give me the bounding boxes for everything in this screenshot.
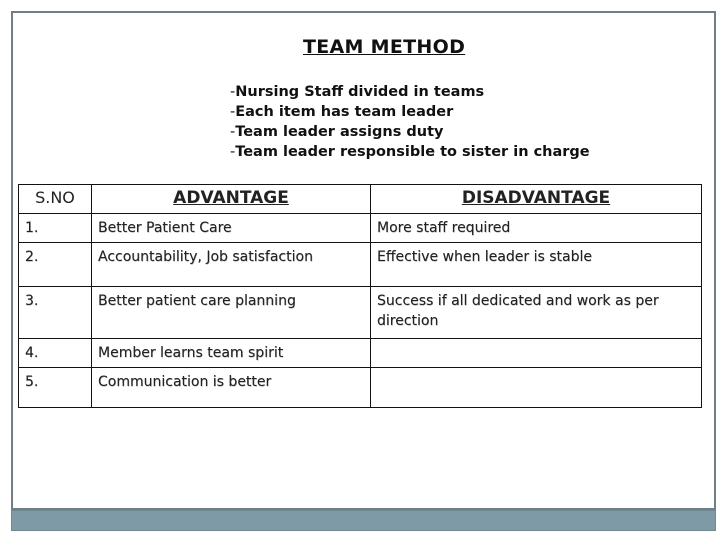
column-header-sno: S.NO	[19, 185, 92, 214]
table-row	[19, 243, 702, 287]
cell-advantage: Communication is better	[92, 368, 371, 408]
cell-sno: 3.	[19, 287, 92, 339]
cell-advantage: Member learns team spirit	[92, 339, 371, 368]
cell-sno: 2.	[19, 243, 92, 287]
bullet-dash: -	[230, 144, 236, 160]
table-header-row	[19, 185, 702, 214]
cell-disadvantage: Effective when leader is stable	[371, 243, 702, 287]
cell-sno: 1.	[19, 214, 92, 243]
bullet-item	[230, 82, 590, 102]
comparison-table	[18, 184, 702, 408]
bullet-item	[230, 142, 590, 162]
cell-advantage: Better patient care planning	[92, 287, 371, 339]
cell-disadvantage: Success if all dedicated and work as per direction	[371, 287, 702, 339]
cell-advantage: Accountability, Job satisfaction	[92, 243, 371, 287]
cell-disadvantage	[371, 368, 702, 408]
column-header-disadvantage: DISADVANTAGE	[371, 185, 702, 214]
cell-sno: 4.	[19, 339, 92, 368]
cell-disadvantage	[371, 339, 702, 368]
column-header-advantage: ADVANTAGE	[92, 185, 371, 214]
bullet-dash: -	[230, 104, 236, 120]
slide-footer-bar	[11, 510, 716, 531]
bullet-text: Team leader responsible to sister in charge	[235, 144, 590, 160]
table-row	[19, 287, 702, 339]
table-row	[19, 368, 702, 408]
table-row	[19, 214, 702, 243]
cell-disadvantage: More staff required	[371, 214, 702, 243]
table-row	[19, 339, 702, 368]
bullet-text: Nursing Staff divided in teams	[235, 84, 485, 100]
bullet-list	[230, 82, 590, 162]
bullet-text: Each item has team leader	[235, 104, 454, 120]
bullet-item	[230, 102, 590, 122]
cell-advantage: Better Patient Care	[92, 214, 371, 243]
bullet-dash: -	[230, 124, 236, 140]
bullet-text: Team leader assigns duty	[235, 124, 444, 140]
bullet-item	[230, 122, 590, 142]
cell-sno: 5.	[19, 368, 92, 408]
bullet-dash: -	[230, 84, 236, 100]
slide-title: TEAM METHOD	[303, 36, 466, 58]
